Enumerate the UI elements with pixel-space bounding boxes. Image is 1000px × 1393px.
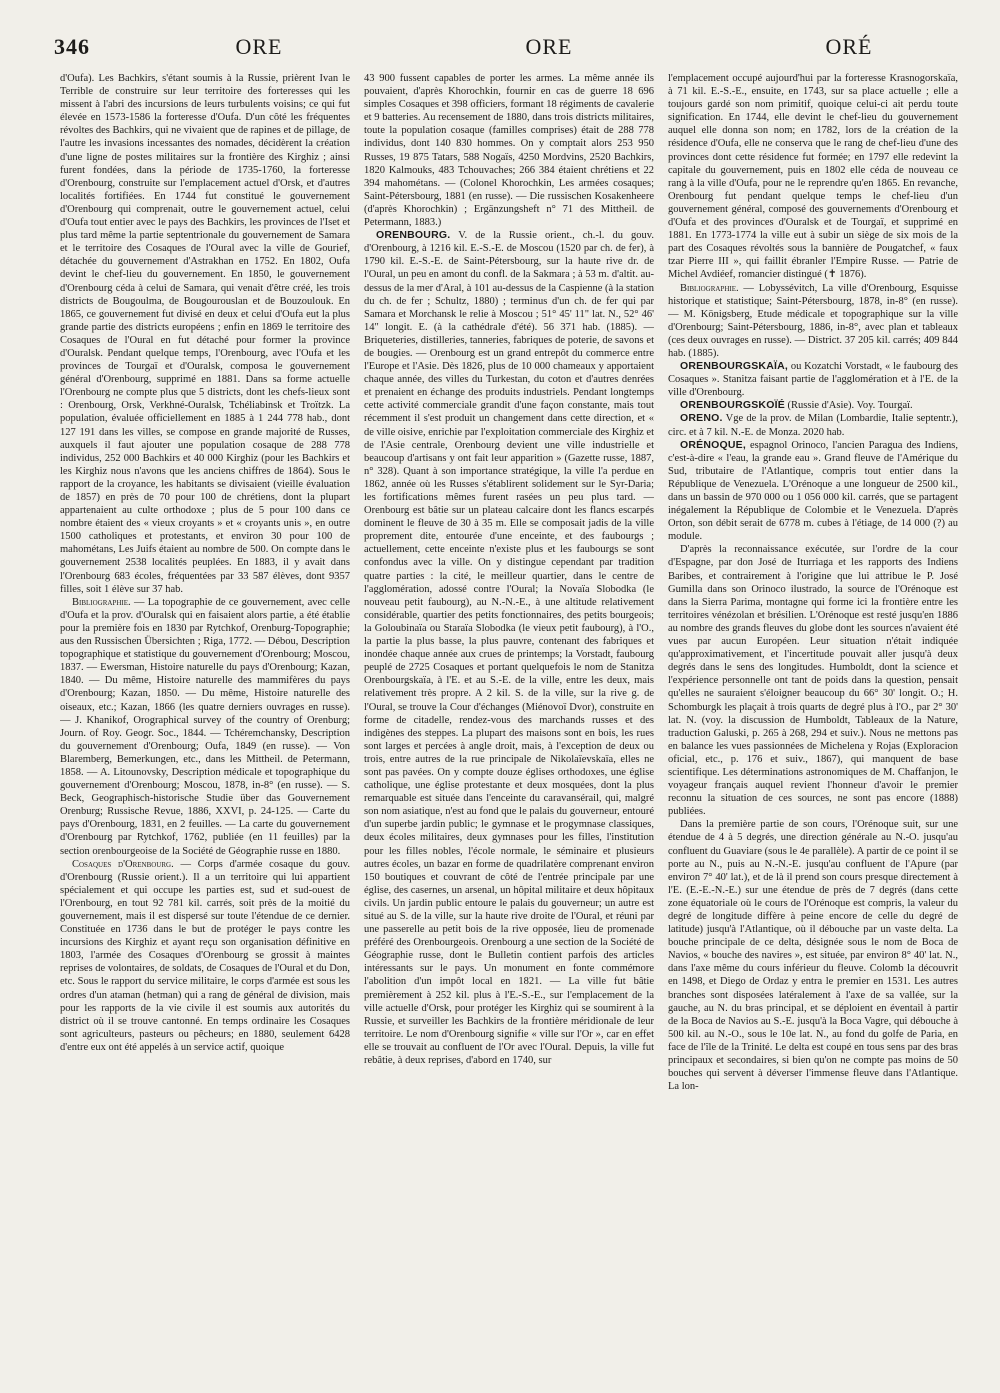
paragraph: D'après la reconnaissance exécutée, sur l'ordre de la cour d'Espagne, par don José de Iturriaga et les rapports des Indiens Baribes, et contrairement à l'origine que lui attribue le P. José Gumilla dans son Orinoco ilustrado, la source de l'Orénoque est dans la Sierra Parima, montagne qui forme ici la frontière entre les territoires vénézolan et brésilien. L'Orénoque est resté jusqu'en 1886 au nombre des grands fleuves du globe dont les sources n'avaient été vues par aucun Européen. Leur situation n'était indiquée qu'approximativement, et l'incertitude pouvait aller jusqu'à deux degrés dans le sens des longitudes. Humboldt, dont la science et l'expérience personnelle ont tant de poids dans la question, pensait qu'elles ne sauraient s'éloigner beaucoup du 66° 30' longit. O.; H. Schomburgk les plaçait à trois quarts de degré plus à l'O., par 2° 30' lat. N. (voy. la discussion de Humboldt, Tableaux de la Nature, traduction Galuski, p. 265 à 268, 294 et suiv.). Nous ne mettons pas en balance les vues passionnées de Michelena y Rojas (Exploracion oficial, etc., p. 176 et suiv., 1867), qui manquent de base scientifique. Les déterminations astronomiques de M. Chaffanjon, le voyageur français auquel revient l'honneur d'avoir le premier reconnu la situation de ces sources, ne sont pas encore (1888) publiées. (668, 544, 958, 818)
paragraph: d'Oufa). Les Bachkirs, s'étant soumis à la Russie, prièrent Ivan le Terrible de construire sur leur territoire des forteresses qui les missent à l'abri des incursions de leurs turbulents voisins; ce qui fut élevée en 1573-1586 la forteresse d'Oufa. D'un côté les fréquentes révoltes des Bachkirs, qui ne vivaient que de rapines et de pillage, de l'autre les invasions incessantes des nomades, décidèrent la création d'une ligne de postes militaires sur la frontière des Kirghiz ; ainsi furent fondées, dans la période de 1735-1760, la forteresse d'Orenbourg, construite sur l'emplacement actuel d'Orsk, et d'autres localités fortifiées. En 1744 fut constitué le gouvernement d'Orenbourg qui comprenait, outre le gouvernement actuel, celui d'Oufa tout entier avec le pays des Bachkirs, les provinces de l'Iset et plus tard même la partie septentrionale du gouvernement de Samara et le territoire des Cosaques de l'Oural avec la ville de Gourief, détachée du gouvernement d'Astrakhan en 1752. En 1802, Oufa devint le chef-lieu du gouvernement. En 1850, le gouvernement d'Orenbourg céda à celui de Samara, qui venait d'être créé, les trois districts de Bougoulma, de Bougourouslan et de Bouzoulouk. En 1865, ce gouvernement fut divisé en deux et celui d'Oufa eut la plus grande partie des districts européens ; enfin en 1869 le territoire des Cosaques de l'Oural en fut détaché pour former la province d'Ouralsk. Pendant quelque temps, l'Orenbourg, avec l'Oufa et les provinces de Tourgaï et d'Ouralsk, composa le gouvernement général d'Orenbourg, supprimé en 1881. Dans sa forme actuelle l'Orenbourg ne compte plus que 5 districts, dont les chefs-lieux sont : Orenbourg, Orsk, Verkhné-Ouralsk, Tchéliabinsk et Troïtzk. La population, évaluée officiellement en 1885 à 1 244 778 hab., dont 127 191 dans les villes, se compose en grande majorité de Russes, auxquels il faut ajouter une population cosaque de 288 778 individus, 252 000 Bachkirs et 40 000 Kirghiz (pour les Bachkirs et les Kirghiz nous n'avons que les anciens chiffres de 1864). Sous le rapport de la croyance, les habitants se divisaient (vieille évaluation de 1857) en près de 70 pour 100 de chrétiens, dont la plupart appartenaient au culte orthodoxe ; plus de 5 pour 100 dans ce nombre étaient des « vieux croyants » et « croyants unis », en outre 1500 catholiques et protestants, et environ 30 pour 100 de mahométans, Les Juifs étaient au nombre de 500. On compte dans le gouvernement 2538 localités peuplées. En 1883, il y avait dans l'Orenbourg 683 écoles, fréquentées par 33 587 élèves, dont 9357 filles, soit 1 élève sur 37 hab. (60, 73, 350, 595)
bibliography-paragraph (60, 596, 350, 858)
paragraph-text: V. de la Russie orient., ch.-l. du gouv. d'Orenbourg, à 1216 kil. E.-S.-E. de Moscou (1520 par ch. de fer), à 1790 kil. E.-S.-E. de Saint-Pétersbourg, sur la haute rive dr. de l'Oural, un peu en amont du confl. de la Sakmara ; à 53 m. d'altit. au-dessus de la mer d'Aral, à 101 au-dessus de la Caspienne (à la station du ch. de fer ; Schultz, 1880) ; terminus d'un ch. de fer qui par Samara et Morchansk le relie à Moscou ; 51° 45' 11" lat. N., 52° 46' 14" longit. E. (à la cathédrale d'été). 56 371 hab. (1885). — Briqueteries, distilleries, tanneries, fabriques de poterie, de savons et de bougies. — Orenbourg est un grand entrepôt du commerce entre l'Europe et l'Asie. Dès 1826, plus de 10 000 chameaux y apportaient chaque année, des villes du Turkestan, du coton et d'autres denrées et prenaient en échange des produits industriels. Pendant longtemps cette activité commerciale grandit d'une façon constante, mais tout récemment il s'est produit un changement dans cette direction, et « de ville oisive, enrichie par l'exploitation commerciale des Kirghiz et de l'Asie centrale, Orenbourg devient une ville industrielle et beaucoup d'artisans y ont fait leur apparition » (Gazette russe, 1887, n° 328). Quant à son importance stratégique, la ville l'a perdue en 1862, année où les Russes s'établirent solidement sur le Syr-Daria; les fortifications mêmes furent rasées un peu plus tard. — Orenbourg est bâtie sur un plateau calcaire dont les flancs escarpés dominent le fleuve de 30 à 35 m. Elle se composait jadis de la ville proprement dite, entourée d'une enceinte, et des faubourgs ; actuellement, cette enceinte n'existe plus et les faubourgs se sont confondus avec la ville. On y distingue cependant par tradition quatre parties : la cité, le meilleur quartier, dans le centre de l'agglomération, adossé contre l'Oural; la Novaïa Slobodka (le nouveau petit faubourg), au N.-N.-E., à une altitude relativement considérable, quartier des petits fonctionnaires, des petits bourgeois; la Goloubinaïa ou Staraïa Slobodka (le vieux petit faubourg), à l'O., la partie la plus basse, la plus pauvre, contenant des fabriques et inondée chaque année aux crues de printemps; la Vorstadt, faubourg peuplé de 2725 Cosaques et portant quelquefois le nom de Stanitza Orenbourgskaïa, à l'E. et au S.-E. de la ville, entre les deux, mais relativement très propre. A 2 kil. S. de la ville, sur la rive g. de l'Oural, se trouve la Cour d'échanges (Miénovoï Dvor), construite en forme de citadelle, rendez-vous des marchands russes et des indigènes des steppes. La plupart des maisons sont en bois, les rues sont larges et percées à angle droit, mais, à l'exception de deux ou trois, entre autres de la rue principale de Nikolaïevskaïa, elles ne sont pas pavées. On y compte douze églises orthodoxes, une église catholique, une église protestante et deux mosquées, dont la plus remarquable est située dans l'enceinte du caravansérail, qui, malgré son nom asiatique, n'est au fond que le palais du gouverneur, entouré d'un superbe jardin public; le gymnase et le progymnase classiques, deux écoles militaires, deux gymnases pour les filles, l'institution pour les filles nobles, l'école normale, le séminaire et plusieurs autres écoles, un bazar en forme de quadrilatère comprenant environ 150 boutiques et couvrant de côté de l'entrée principale par une église, des casernes, un arsenal, un hôpital militaire et deux hôpitaux civils. Un jardin public entoure le palais du gouverneur; un autre est situé au S. de la ville, sur la haute rive droite de l'Oural, et réuni par une passerelle au petit bois de la rive opposée, lieu de promenade préféré des Orenbourgeois. Orenbourg a une section de la Société de Géographie russe, dont le Bulletin contient parfois des articles intéressants sur le pays. Un monument en fonte commémore l'abolition d'un impôt local en 1821. — La ville fut bâtie premièrement à 252 kil. plus à l'E.-S.-E., sur l'emplacement de la ville actuelle d'Orsk, pour protéger les Kirghiz qui se soumirent à la Russie, et surveiller les Bachkirs de la frontière méridionale de leur territoire. Le nom d'Orenbourg signifie « ville sur l'Or », car en effet elle se trouvait au confluent de l'Or avec l'Oural. Depuis, la ville fut rebâtie, à deux reprises, d'abord en 1740, sur (364, 230, 654, 1067)
entry-headword: Cosaques d'Orenbourg. (72, 858, 174, 870)
left-running-head: ORE (235, 34, 283, 59)
center-running-head: ORE (525, 34, 573, 59)
column-3 (668, 72, 958, 1377)
oreno-entry (668, 412, 958, 438)
running-header (54, 34, 958, 64)
paragraph-text: — Corps d'armée cosaque du gouv. d'Orenbourg (Russie orient.). Il a un territoire qui lui appartient spécialement et qui occupe les parties est, sud et sud-ouest de l'Orenbourg, en tout 92 781 kil. carrés, soit près de la moitié du gouvernement, mais il est dispersé sur toute l'étendue de ce dernier. Constituée en 1736 dans le but de protéger le pays contre les incursions des Kirghiz et ayant reçu son organisation définitive en 1803, l'armée des Cosaques d'Orenbourg se grossit à maintes reprises de volontaires, de soldats, de Cosaques de l'Oural et du Don, etc. Sous le rapport du service militaire, le corps d'armée est sous les ordres d'un ataman (hetman) qui a rang de général de division, mais pour les rapports de la vie civile il est soumis aux autorités du district où il se trouve cantonné. En temps ordinaire les Cosaques sont agriculteurs, pasteurs ou pêcheurs; en 1880, seulement 6428 d'entre eux ont été appelés à un service actif, quoique (60, 858, 350, 1053)
column-1 (60, 72, 350, 1377)
entry-headword: ORÉNOQUE, (680, 438, 746, 451)
entry-headword: ORENO. (680, 412, 723, 425)
paragraph: 43 900 fussent capables de porter les armes. La même année ils pouvaient, d'après Khorochkin, fournir en cas de guerre 18 696 simples Cosaques et 398 officiers, formant 18 régiments de cavalerie et 9 batteries. Au recensement de 1880, dans trois districts militaires, toute la population cosaque (familles comprises) était de 288 778 individus, dont 140 830 hommes. On y comptait alors 253 950 Russes, 19 875 Tatars, 588 Nogaïs, 4250 Mordvins, 2520 Bachkirs, 1820 Kalmouks, 483 Tchouvaches; 266 384 étaient chrétiens et 22 394 mahométans. — (Colonel Khorochkin, Les armées cosaques; Saint-Pétersbourg, 1881 (en russe). — Die russischen Kosakenheere (d'après Khorochkin) ; Ergänzungsheft n° 71 des Mittheil. de Petermann, 1883.) (364, 73, 654, 229)
entry-headword: ORENBOURGSKOÏÉ (680, 399, 785, 412)
orenbourg-entry (364, 229, 654, 1067)
paragraph-text: (Russie d'Asie). Voy. Tourgaï. (784, 400, 913, 412)
paragraph-text: — Lobyssévitch, La ville d'Orenbourg, Esquisse historique et statistique; Saint-Pétersbourg, 1878, in-8° (en russe). — M. Königsberg, Etude médicale et topographique sur la ville d'Orenbourg; Saint-Pétersbourg, 1886, in-8°, avec plan et tableaux (ces deux ouvrages en russe). — District. 37 205 kil. carrés; 409 844 hab. (1885). (668, 282, 958, 359)
paragraph: Dans la première partie de son cours, l'Orénoque suit, sur une étendue de 4 à 5 degrés, une direction générale au N.-O. jusqu'au confluent du Guaviare (sous le 4e parallèle). A partir de ce point il se porte au N., puis au N.-N.-E. jusqu'au confluent de l'Apure (par environ 7° 40' lat.), et de là il prend son cours presque directement à l'E. (E.-E.-N.-E.) sur une étendue de près de 7 degrés (dans cette zone équatoriale où le cours de l'Orénoque est compris, la valeur du degré de longitude diffère à peine encore de celle du degré de latitude) jusqu'à l'Atlantique, où il débouche par un vaste delta. La bouche principale de ce delta, désignée sous le nom de Boca de Navios, « bouche des navires », est située, par environ 8° 40' lat. N., dans l'axe même du cours inférieur du fleuve. Colomb la découvrit en 1498, et Diego de Ordaz y entra le premier en 1531. Les autres branches sont disposées latéralement à l'axe de sa vallée, sur la gauche, au N. du bras principal, et se déploient en éventail à partir de la Boca de Navios au S.-E. jusqu'à la Boca Vagre, qui débouche à 500 kil. au N.-O., sous le 10e lat. N., au fond du golfe de Paria, en face de l'île de la Trinité. Le delta est coupé en tous sens par des bras principaux et secondaires, si bien qu'on ne compte pas moins de 50 bouches qui servent à déverser l'immense fleuve dans l'Atlantique. La lon- (668, 819, 958, 1093)
page-number: 346 (54, 34, 90, 59)
text-columns (60, 72, 960, 1377)
column-2 (364, 72, 654, 1377)
entry-headword: ORENBOURG. (376, 229, 451, 242)
cosaques-paragraph (60, 858, 350, 1054)
entry-headword: ORENBOURGSKAÏA, (680, 360, 789, 373)
paragraph-text: espagnol Orinoco, l'ancien Paragua des Indiens, c'est-à-dire « l'eau, la grande eau ». Grand fleuve de l'Amérique du Sud, tributaire de l'Atlantique, compris tout entier dans la République de Venezuela. L'Orénoque a une longueur de 2500 kil., dans un bassin de 970 000 ou 1 056 000 kil. carrés, que se partagent inégalement la République de Colombie et le Venezuela. D'après Orton, son débit serait de 6778 m. cubes à l'étiage, de 14 000 (?) au module. (668, 439, 958, 543)
paragraph-text: Vge de la prov. de Milan (Lombardie, Italie septentr.), circ. et à 7 kil. N.-E. de Monza. 2020 hab. (668, 413, 958, 438)
orenbourgskoie-entry (668, 399, 958, 412)
section-label: Bibliographie. (680, 282, 739, 294)
paragraph: l'emplacement occupé aujourd'hui par la forteresse Krasnogorskaïa, à 71 kil. E.-S.-E., ensuite, en 1743, sur sa place actuelle ; elle a toujours gardé son nom primitif, quoique celui-ci ait perdu toute signification. En 1744, elle devint le chef-lieu du gouvernement auquel elle donna son nom; en 1782, lors de la création de la résidence d'Oufa, elle ne conserva que le rang de chef-lieu d'une des provinces dont cette résidence fut formée; en 1797 elle redevint la capitale du gouvernement, puis en 1802 elle céda de nouveau ce rang à la ville d'Oufa, pour ne le reprendre qu'en 1865. En revanche, Orenbourg fut pendant quelque temps le chef-lieu d'un gouvernement général, composé des gouvernements d'Orenbourg et d'Oufa et des provinces d'Ouralsk et de Tourgaï, et supprimé en 1881. En 1773-1774 la ville eut à subir un siège de six mois de la part des Cosaques révoltés sous la bannière de Pougatchef, « faux tzar Pierre III », qui faillit ébranler l'Empire Russe. — Patrie de Michel Avdiéef, romancier distingué (✝ 1876). (668, 73, 958, 281)
bibliography-paragraph (668, 282, 958, 361)
orenbourgskaia-entry (668, 360, 958, 399)
section-label: Bibliographie. (72, 596, 131, 608)
right-running-head: ORÉ (825, 34, 873, 59)
paragraph-text: — La topographie de ce gouvernement, avec celle d'Oufa et la prov. d'Ouralsk qui en faisaient alors partie, a été établie pour la première fois en 1830 par Rytchkof, Orenburg-Topographie; aus den Russischen Übersichten ; Riga, 1772. — Débou, Description topographique et statistique du gouvernement d'Orenbourg; Moscou, 1837. — Ewersman, Histoire naturelle du pays d'Orenbourg; Kazan, 1840. — Du même, Histoire naturelle des mammifères du pays d'Orenbourg; Kazan, 1850. — Du même, Histoire naturelle des oiseaux, etc.; Kazan, 1866 (les quatre derniers ouvrages en russe). — J. Khanikof, Orographical survey of the country of Orenburg; Journ. of Roy. Geogr. Soc., 1844. — Tchéremchansky, Description du gouvernement d'Orenbourg; Oufa, 1849 (en russe). — Von Blaremberg, Bemerkungen, etc., dans les Mittheil. de Petermann, 1858. — A. Litounovsky, Description médicale et topographique du gouvernement d'Orenbourg; Moscou, 1878, in-8° (en russe). — S. Beck, Geographisch-historische Studie über das Gouvernement Orenburg; Russische Revue, 1886, XXVI, p. 24-125. — Carte du pays d'Orenbourg, 1831, en 2 feuilles. — La carte du gouvernement d'Orenbourg par Rytchkof, 1762, publiée (en 11 feuilles) par la section orenbourgeoise de la Société de Géographie russe en 1880. (60, 596, 350, 857)
orenoque-entry (668, 439, 958, 544)
paragraph-text: ou Kozatchi Vorstadt, « le faubourg des Cosaques ». Stanitza faisant partie de l'agglomération et à l'E. de la ville d'Orenbourg. (668, 361, 958, 399)
